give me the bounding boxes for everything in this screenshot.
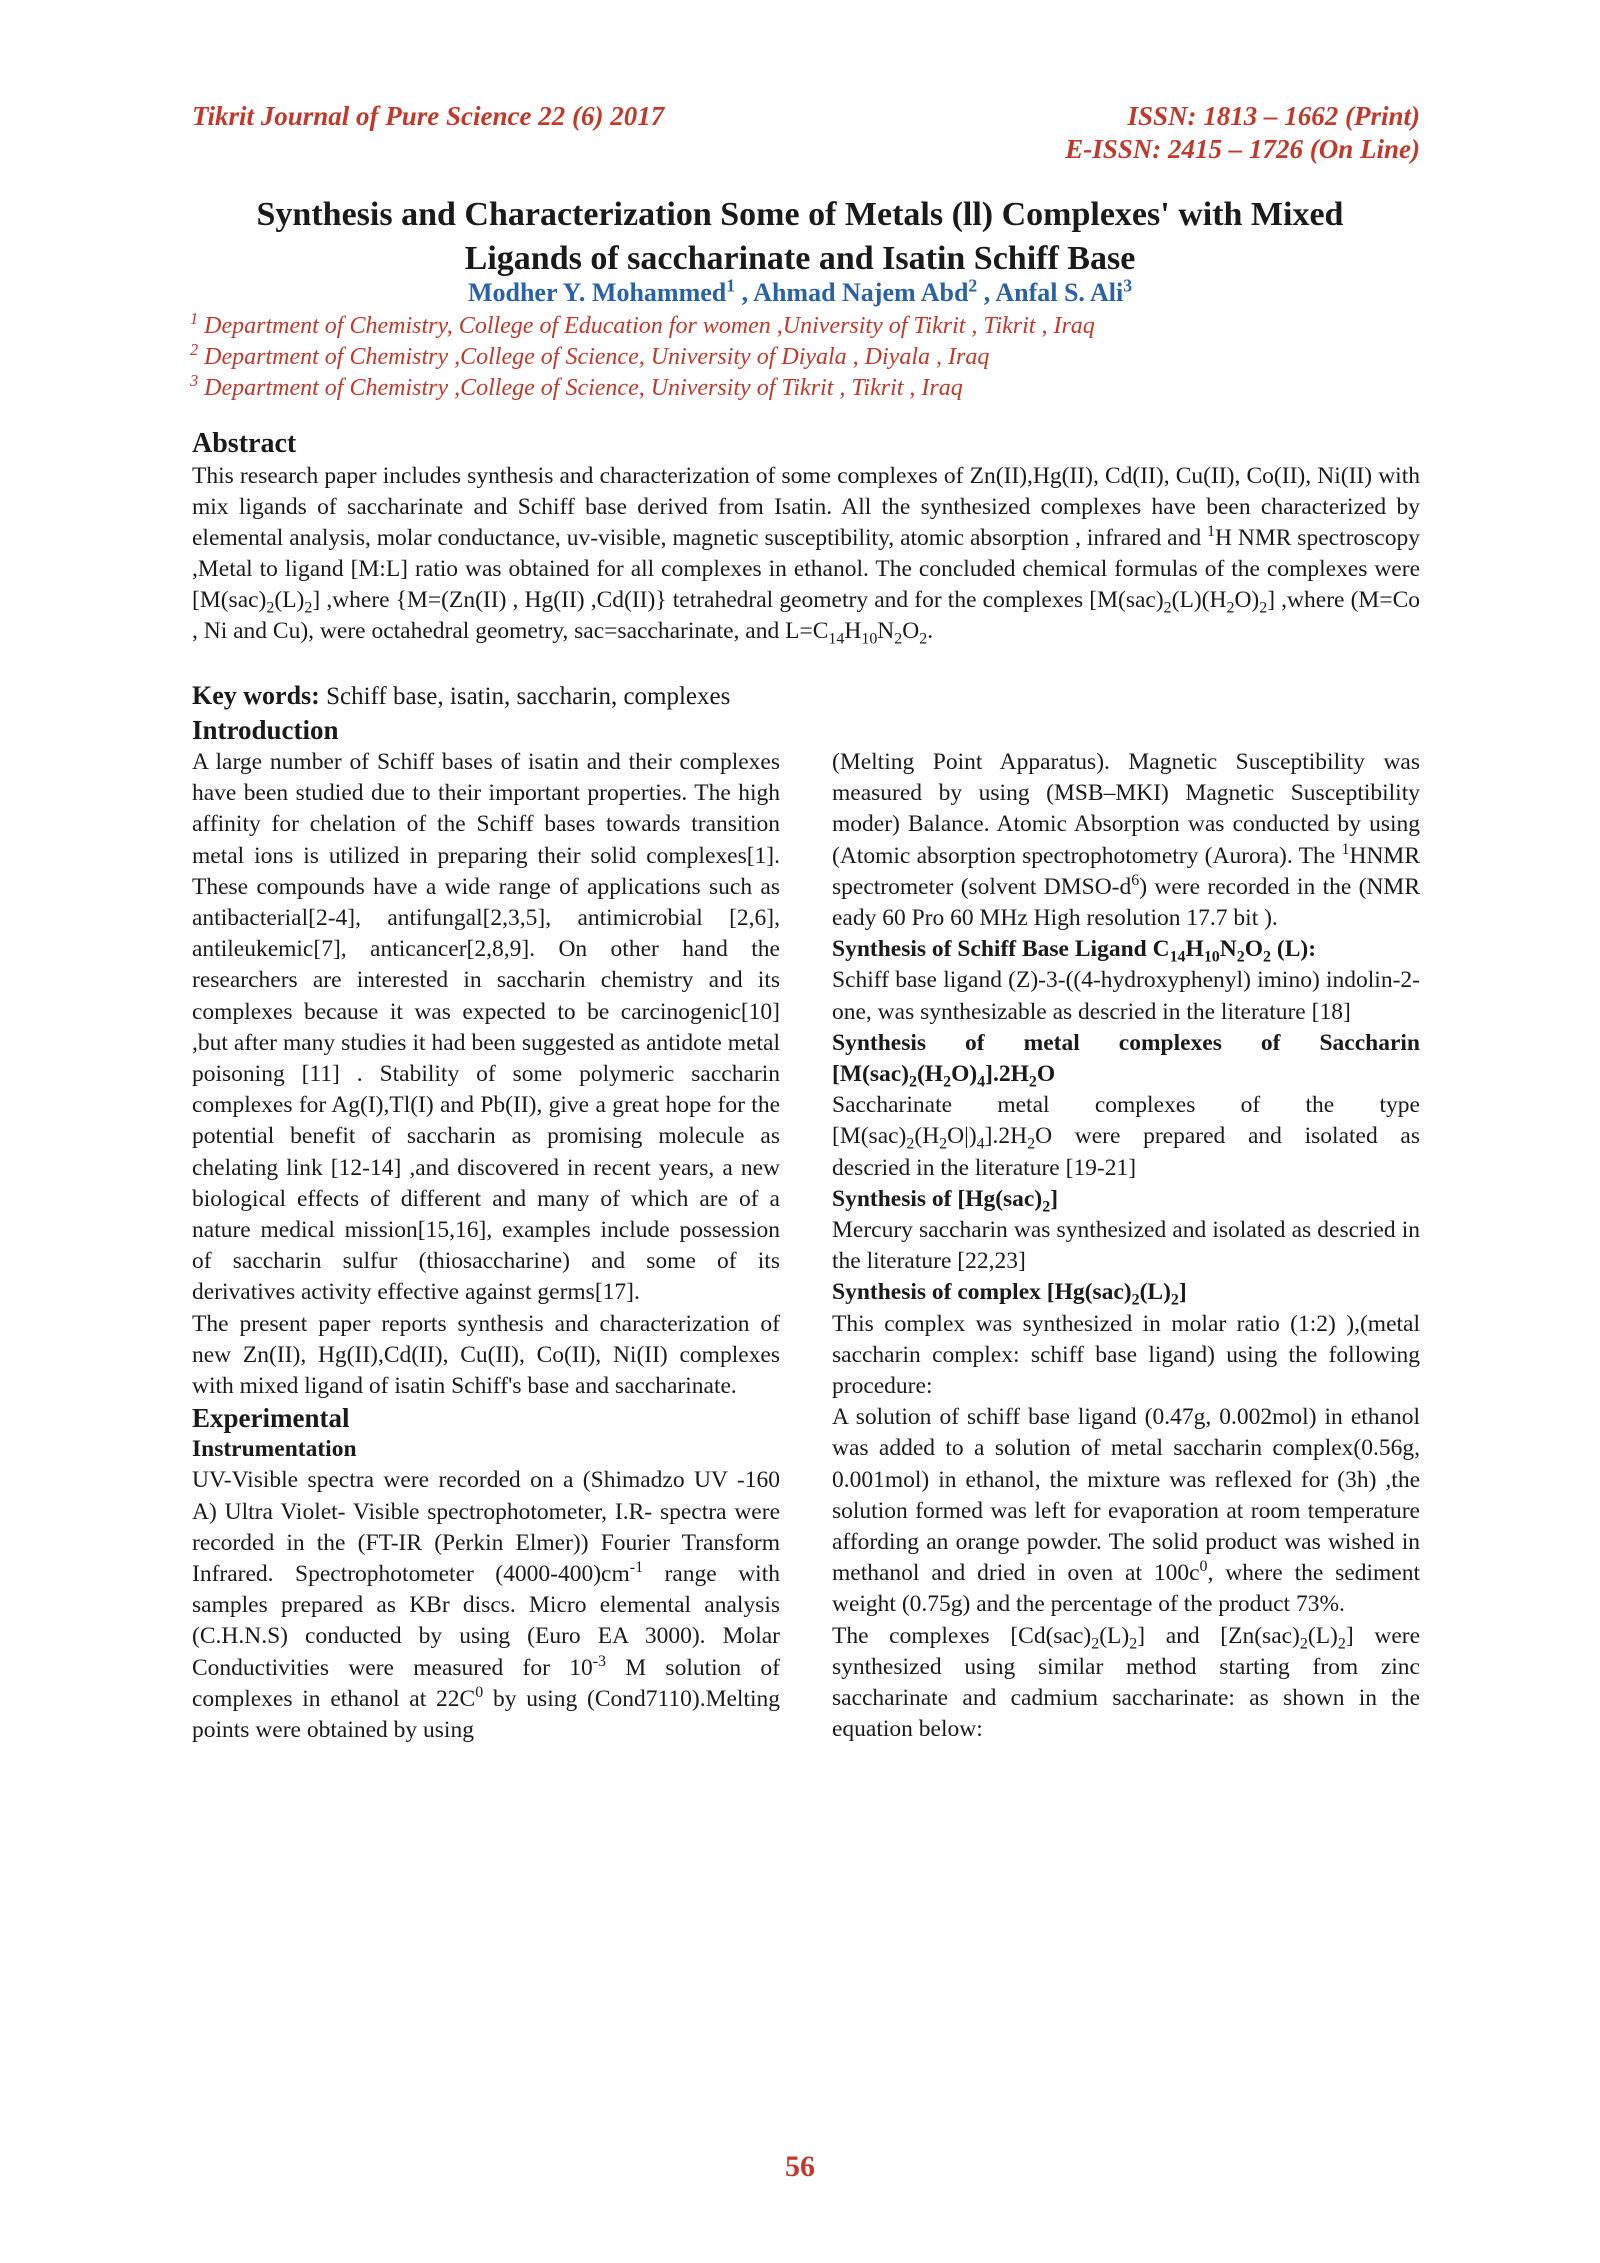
intro-paragraph-2: The present paper reports synthesis and characterization of new Zn(II), Hg(II),Cd(II), Cu(II), Co(II), Ni(II) complexes with mixed ligand of isatin Schiff's base and saccharinate.	[192, 1310, 780, 1400]
hg-complex-paragraph-2: A solution of schiff base ligand (0.47g, 0.002mol) in ethanol was added to a solution of metal saccharin complex(0.56g, 0.001mol) in ethanol, the mixture was reflexed for (3h) ,the solution formed was left for evaporation at room temperature affording an orange powder. The solid product was wished in methanol and dried in oven at $100c^0$, where the sediment weight (0.75g) and the percentage of the product 73%.	[832, 1404, 1421, 1618]
right-column	[832, 747, 1420, 1746]
abstract-body: This research paper includes synthesis and characterization of some complexes of Zn(II),Hg(II), Cd(II), Cu(II), Co(II), Ni(II) with mix ligands of saccharinate and Schiff base derived from Isatin. All the synthesized complexes have been characterized by elemental analysis, molar conductance, uv-visible, magnetic susceptibility, atomic absorption , infrared and $^1$H NMR spectroscopy ,Metal to ligand [M:L] ratio was obtained for all complexes in ethanol. The concluded chemical formulas of the complexes were $[M(sac)_2(L)_2]$ ,where {M=(Zn(II) , Hg(II) ,Cd(II)} tetrahedral geometry and for the complexes $[M(sac)_2(L)(H_2O)_2]$ ,where (M=Co , Ni and Cu), were octahedral geometry, sac=saccharinate, and $L=C_{14}H_{10}N_2O_2$.	[192, 463, 1420, 648]
cd-zn-complex-paragraph: The complexes $[Cd(sac)_2(L)_2]$ and $[Zn(sac)_2(L)_2]$ were synthesized using similar method starting from zinc saccharinate and cadmium saccharinate: as shown in the equation below:	[832, 1622, 1421, 1743]
journal-header: Tikrit Journal of Pure Science 22 (6) 2017	[192, 101, 665, 131]
affiliations	[190, 311, 1430, 404]
author-1: Modher Y. Mohammed	[467, 278, 727, 307]
paper-title	[160, 193, 1440, 281]
author-2: Ahmad Najem Abd	[753, 278, 969, 307]
keywords-text: Schiff base, isatin, saccharin, complexes	[319, 683, 731, 710]
saccharin-complex-heading: Synthesis of metal complexes of Saccharin $[M(sac)_2(H_2O)_4].2H_2O$	[832, 1029, 1420, 1091]
issn-header	[1065, 100, 1420, 166]
affiliation-2: $^2$ Department of Chemistry ,College of Science, University of Diyala , Diyala , Iraq	[190, 340, 990, 370]
abstract-heading: Abstract	[192, 428, 297, 459]
saccharin-complex-paragraph: Saccharinate metal complexes of the type $[M(sac)_2(H_2O|)_4].2H_2O$ were prepared and isolated as descried in the literature [19-21]	[832, 1092, 1420, 1181]
hg-sac-heading: Synthesis of $[Hg(sac)_2]$	[832, 1185, 1059, 1216]
affiliation-3: $^3$ Department of Chemistry ,College of Science, University of Tikrit , Tikrit , Iraq	[190, 371, 963, 401]
keywords-label: Key words:	[192, 681, 320, 710]
issn-print: ISSN: 1813 – 1662 (Print)	[1127, 101, 1420, 131]
instrumentation-continued: (Melting Point Apparatus). Magnetic Susceptibility was measured by using (MSB–MKI) Magnetic Susceptibility moder) Balance. Atomic Absorption was conducted by using (Atomic absorption spectrophotometry (Aurora). The $^1$HNMR spectrometer (solvent DMSO-$d^6$) were recorded in the (NMR eady 60 Pro 60 MHz High resolution 17.7 bit ).	[832, 749, 1420, 932]
keywords	[192, 680, 730, 712]
introduction-heading: Introduction	[192, 715, 339, 745]
intro-paragraph-1: A large number of Schiff bases of isatin and their complexes have been studied due to their important properties. The high affinity for chelation of the Schiff bases towards transition metal ions is utilized in preparing their solid complexes[1]. These compounds have a wide range of applications such as antibacterial[2-4], antifungal[2,3,5], antimicrobial [2,6], antileukemic[7], anticancer[2,8,9]. On other hand the researchers are interested in saccharin chemistry and its complexes because it was expected to be carcinogenic[10] ,but after many studies it had been suggested as antidote metal poisoning [11] . Stability of some polymeric saccharin complexes for Ag(I),Tl(I) and Pb(II), give a great hope for the potential benefit of saccharin as promising molecule as chelating link [12-14] ,and discovered in recent years, a new biological effects of different and many of which are of a nature medical mission[15,16], examples include possession of saccharin sulfur (thiosaccharine) and some of its derivatives activity effective against germs[17].	[192, 749, 780, 1306]
hg-complex-paragraph-1: This complex was synthesized in molar ratio (1:2) ),(metal saccharin complex: schiff base ligand) using the following procedure:	[832, 1310, 1420, 1400]
hg-sac-paragraph: Mercury saccharin was synthesized and isolated as descried in the literature [22,23]	[832, 1217, 1420, 1275]
instrumentation-heading: Instrumentation	[192, 1436, 357, 1463]
author-3: Anfal S. Ali	[995, 278, 1124, 307]
title-line-1: Synthesis and Characterization Some of Metals (ll) Complexes' with Mixed	[256, 196, 1344, 233]
page-number: 56	[785, 2150, 815, 2183]
issn-online: E-ISSN: 2415 – 1726 (On Line)	[1065, 134, 1420, 164]
ligand-synthesis-heading: Synthesis of Schiff Base Ligand $C_{14}H_{10}N_2O_2$ (L):	[832, 936, 1317, 966]
affiliation-1: $^1$ Department of Chemistry, College of Education for women ,University of Tikrit , Tikrit , Iraq	[190, 309, 1095, 339]
ligand-synthesis-paragraph: Schiff base ligand (Z)-3-((4-hydroxyphenyl) imino) indolin-2-one, was synthesizable as descried in the literature [18]	[832, 967, 1420, 1025]
instrumentation-paragraph: UV-Visible spectra were recorded on a (Shimadzo UV -160 A) Ultra Violet- Visible spectrophotometer, I.R- spectra were recorded in the (FT-IR (Perkin Elmer)) Fourier Transform Infrared. Spectrophotometer $(4000-400)cm^{-1}$ range with samples prepared as KBr discs. Micro elemental analysis (C.H.N.S) conducted by using (Euro EA 3000). Molar Conductivities were measured for $10^{-3}$ M solution of complexes in ethanol at $22C^0$ by using (Cond7110).Melting points were obtained by using	[192, 1467, 780, 1744]
author-list: Modher Y. Mohammed$^1$ , Ahmad Najem Abd$^2$ , Anfal S. Ali$^3$	[467, 275, 1133, 307]
title-line-2: Ligands of saccharinate and Isatin Schiff Base	[464, 240, 1136, 277]
left-column	[192, 747, 780, 1746]
experimental-heading: Experimental	[192, 1403, 350, 1434]
hg-complex-heading: Synthesis of complex $[Hg(sac)_2(L)_2]$	[832, 1279, 1187, 1310]
